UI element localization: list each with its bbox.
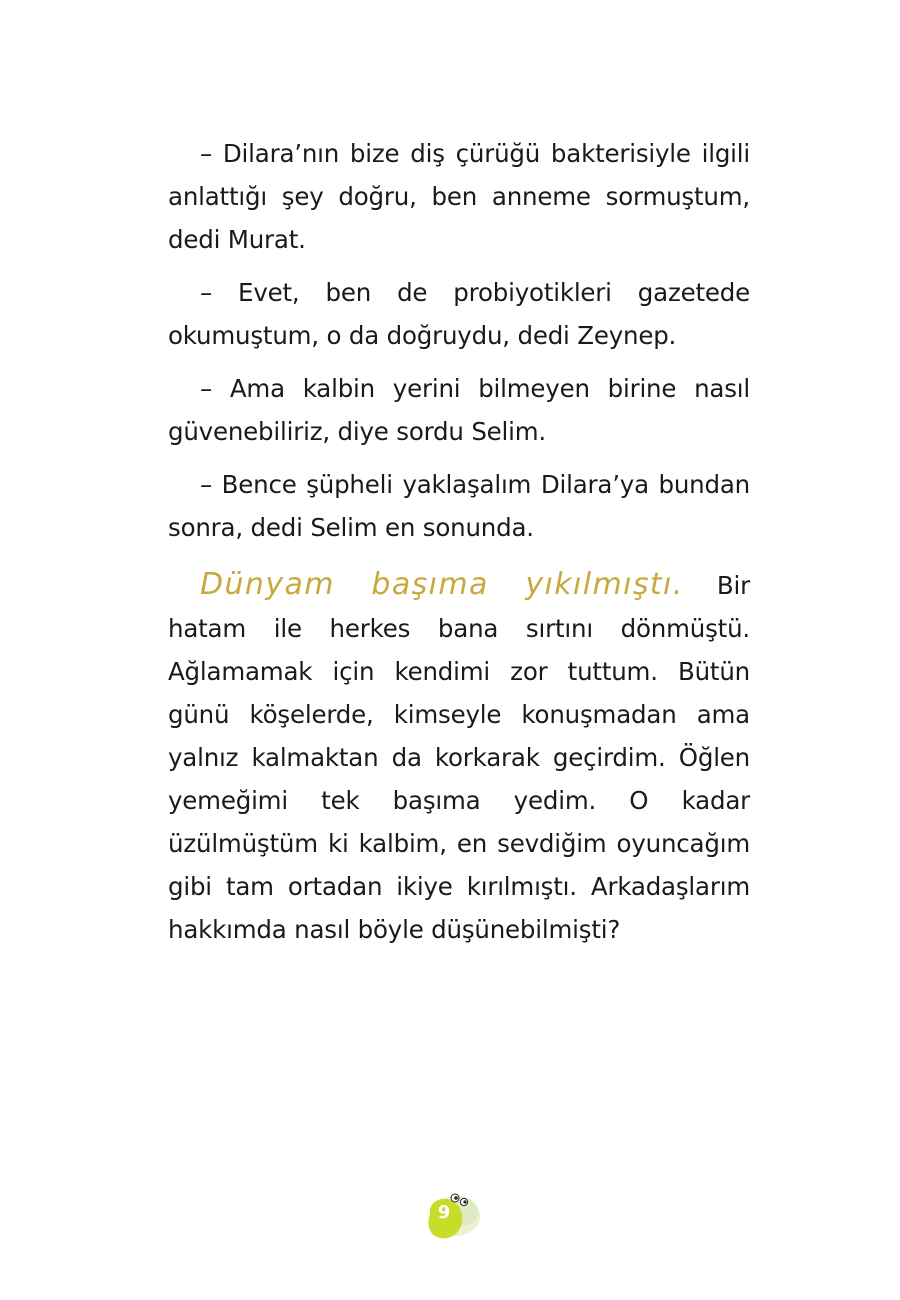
narrative-text: Bir hatam ile herkes bana sırtını dönmüştü. Ağlamamak için kendimi zor tuttum. Bütün günü köşelerde, kimseyle konuşmadan ama yalnız kalmaktan da korkarak geçirdim. Öğlen yemeğimi tek başıma yedim. O kadar üzülmüştüm ki kalbim, en sevdiğim oyuncağım gibi tam ortadan ikiye kırılmıştı. Arkadaşlarım hakkımda nasıl böyle düşünebilmişti?	[168, 571, 750, 944]
dialogue-murat: – Dilara’nın bize diş çürüğü bakterisiyle ilgili anlattığı şey doğru, ben anneme sormuştum, dedi Murat.	[168, 139, 750, 254]
dialogue-selim-question: – Ama kalbin yerini bilmeyen birine nasıl güvenebiliriz, diye sordu Selim.	[168, 374, 750, 446]
page-number-badge	[420, 1188, 484, 1252]
body-text	[168, 132, 750, 961]
dialogue-selim-final: – Bence şüpheli yaklaşalım Dilara’ya bundan sonra, dedi Selim en sonunda.	[168, 470, 750, 542]
narrative-paragraph	[168, 563, 750, 951]
page-number: 9	[437, 1202, 451, 1223]
highlight-phrase: Dünyam başıma yıkılmıştı.	[200, 567, 684, 602]
dialogue-zeynep: – Evet, ben de probiyotikleri gazetede okumuştum, o da doğruydu, dedi Zeynep.	[168, 278, 750, 350]
